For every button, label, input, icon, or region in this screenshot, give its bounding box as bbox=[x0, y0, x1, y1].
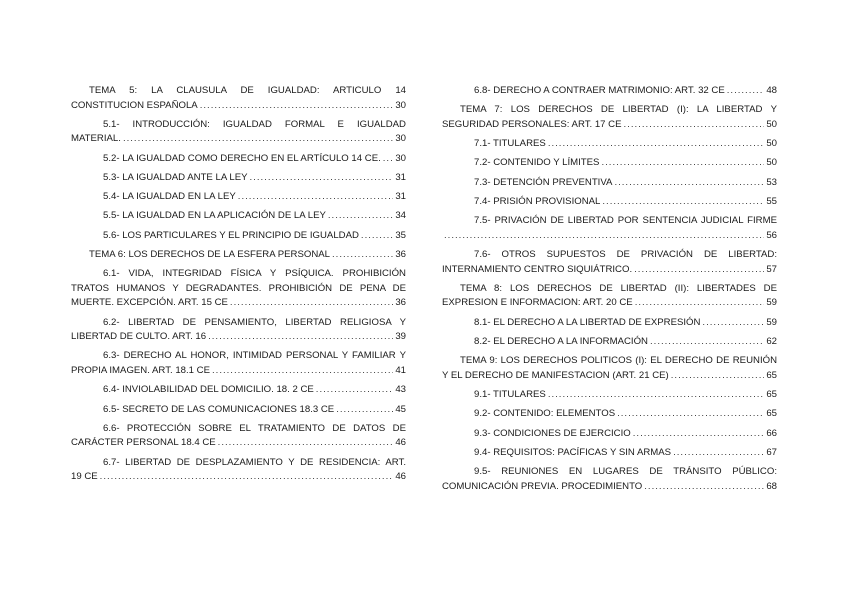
toc-entry-text: CONSTITUCION ESPAÑOLA bbox=[71, 99, 198, 111]
toc-entry-text: 5.1- INTRODUCCIÓN: IGUALDAD FORMAL E IGUALDAD bbox=[103, 118, 406, 130]
dot-leader bbox=[727, 84, 765, 99]
page-number: 45 bbox=[395, 403, 406, 415]
dot-leader bbox=[212, 364, 393, 379]
toc-entry-text: 5.5- LA IGUALDAD EN LA APLICACIÓN DE LA LEY bbox=[103, 210, 326, 222]
toc-entry-text: TEMA 7: LOS DERECHOS DE LIBERTAD (I): LA LIBERTAD Y bbox=[460, 104, 777, 116]
toc-entry[interactable] bbox=[71, 84, 406, 113]
toc-entry-text: CARÁCTER PERSONAL 18.4 CE bbox=[71, 437, 216, 449]
page-number: 41 bbox=[395, 364, 406, 376]
dot-leader bbox=[444, 229, 764, 244]
toc-entry[interactable] bbox=[71, 248, 406, 263]
toc-entry[interactable] bbox=[442, 446, 777, 461]
toc-entry-text: 8.2- EL DERECHO A LA INFORMACIÓN bbox=[474, 335, 648, 347]
page-number: 43 bbox=[395, 384, 406, 396]
dot-leader bbox=[332, 248, 393, 263]
toc-entry-text: 9.2- CONTENIDO: ELEMENTOS bbox=[474, 408, 616, 420]
page-number: 46 bbox=[395, 471, 406, 483]
toc-entry[interactable] bbox=[442, 335, 777, 350]
page-number: 65 bbox=[766, 389, 777, 401]
toc-entry-text: 6.3- DERECHO AL HONOR, INTIMIDAD PERSONAL Y FAMILIAR Y bbox=[103, 350, 406, 362]
page-number: 31 bbox=[395, 171, 406, 183]
toc-entry-text: 5.4- LA IGUALDAD EN LA LEY bbox=[103, 191, 236, 203]
toc-entry-text: 6.8- DERECHO A CONTRAER MATRIMONIO: ART. 32 CE bbox=[474, 85, 725, 96]
toc-entry-text: MATERIAL. bbox=[71, 133, 121, 145]
page-number: 55 bbox=[766, 195, 777, 207]
dot-leader bbox=[200, 99, 394, 114]
page-number: 66 bbox=[766, 427, 777, 439]
toc-entry-text: Y EL DERECHO DE MANIFESTACION (ART. 21 CE) bbox=[442, 369, 669, 381]
toc-entry[interactable] bbox=[71, 349, 406, 378]
toc-left-column bbox=[71, 84, 406, 489]
toc-entry[interactable] bbox=[442, 156, 777, 171]
page-number: 53 bbox=[766, 176, 777, 188]
toc-entry[interactable] bbox=[71, 171, 406, 186]
toc-entry[interactable] bbox=[71, 316, 406, 345]
toc-entry-text: 6.2- LIBERTAD DE PENSAMIENTO, LIBERTAD RELIGIOSA Y bbox=[103, 316, 406, 328]
toc-entry[interactable] bbox=[442, 137, 777, 152]
dot-leader bbox=[635, 296, 765, 311]
toc-entry-text: 5.3- LA IGUALDAD ANTE LA LEY bbox=[103, 171, 248, 183]
page-number: 59 bbox=[766, 316, 777, 328]
dot-leader bbox=[702, 316, 764, 331]
dot-leader bbox=[644, 480, 764, 495]
toc-entry-text: 7.4- PRISIÓN PROVISIONAL bbox=[474, 195, 601, 207]
toc-entry-text: 7.2- CONTENIDO Y LÍMITES bbox=[474, 157, 600, 169]
toc-entry[interactable] bbox=[71, 383, 406, 398]
page-number: 50 bbox=[766, 118, 777, 130]
page-number: 34 bbox=[395, 210, 406, 222]
dot-leader bbox=[100, 470, 394, 485]
dot-leader bbox=[614, 176, 764, 191]
page-number: 30 bbox=[395, 99, 406, 111]
page-number: 36 bbox=[395, 297, 406, 309]
page-number: 65 bbox=[766, 408, 777, 420]
toc-entry[interactable] bbox=[442, 282, 777, 311]
page-number: 68 bbox=[766, 480, 777, 492]
page-number: 48 bbox=[766, 85, 777, 96]
dot-leader bbox=[624, 118, 765, 133]
dot-leader bbox=[250, 171, 394, 186]
toc-entry-text: 7.3- DETENCIÓN PREVENTIVA bbox=[474, 176, 613, 188]
toc-entry-text: INTERNAMIENTO CENTRO SIQUIÁTRICO. bbox=[442, 263, 633, 275]
dot-leader bbox=[634, 263, 764, 278]
toc-entry[interactable] bbox=[442, 388, 777, 403]
dot-leader bbox=[673, 446, 764, 461]
page-number: 31 bbox=[395, 191, 406, 203]
toc-right-column bbox=[442, 84, 777, 499]
toc-entry-text: TEMA 8: LOS DERECHOS DE LIBERTAD (II): LIBERTADES DE bbox=[460, 282, 777, 294]
toc-entry[interactable] bbox=[442, 316, 777, 331]
toc-entry-text: 9.1- TITULARES bbox=[474, 389, 546, 401]
page-number: 65 bbox=[766, 369, 777, 381]
toc-entry-text: 6.7- LIBERTAD DE DESPLAZAMIENTO Y DE RESIDENCIA: ART. bbox=[103, 456, 406, 468]
toc-entry-text: COMUNICACIÓN PREVIA. PROCEDIMIENTO bbox=[442, 480, 643, 492]
page-number: 30 bbox=[395, 152, 406, 164]
dot-leader bbox=[328, 209, 393, 224]
dot-leader bbox=[548, 388, 765, 403]
dot-leader bbox=[238, 190, 394, 205]
toc-entry-text: SEGURIDAD PERSONALES: ART. 17 CE bbox=[442, 118, 622, 130]
page-number: 46 bbox=[395, 437, 406, 449]
toc-entry-text: 19 CE bbox=[71, 471, 98, 483]
toc-entry[interactable] bbox=[71, 152, 406, 167]
toc-entry-text: MUERTE. EXCEPCIÓN. ART. 15 CE bbox=[71, 297, 228, 309]
toc-entry[interactable] bbox=[442, 427, 777, 442]
toc-entry[interactable] bbox=[442, 407, 777, 422]
toc-entry-text: TEMA 9: LOS DERECHOS POLITICOS (I): EL DERECHO DE REUNIÓN bbox=[460, 355, 777, 367]
page-number: 35 bbox=[395, 229, 406, 241]
toc-entry[interactable] bbox=[71, 456, 406, 485]
toc-entry-text: 7.6- OTROS SUPUESTOS DE PRIVACIÓN DE LIBERTAD: bbox=[474, 249, 777, 261]
toc-entry-text: 9.3- CONDICIONES DE EJERCICIO bbox=[474, 427, 631, 439]
dot-leader bbox=[650, 335, 764, 350]
dot-leader bbox=[601, 156, 764, 171]
toc-entry[interactable] bbox=[442, 84, 777, 99]
page-number: 36 bbox=[395, 249, 406, 261]
page-number: 57 bbox=[766, 263, 777, 275]
toc-entry[interactable] bbox=[71, 403, 406, 418]
toc-entry-text: TEMA 6: LOS DERECHOS DE LA ESFERA PERSONAL bbox=[89, 249, 330, 261]
toc-entry-text: 6.5- SECRETO DE LAS COMUNICACIONES 18.3 CE bbox=[103, 403, 335, 415]
page-number: 62 bbox=[766, 335, 777, 347]
page-number: 67 bbox=[766, 446, 777, 458]
toc-entry[interactable] bbox=[442, 465, 777, 494]
dot-leader bbox=[548, 137, 765, 152]
toc-entry[interactable] bbox=[442, 176, 777, 191]
toc-entry[interactable] bbox=[442, 248, 777, 277]
toc-entry[interactable] bbox=[442, 195, 777, 210]
toc-entry-text: 9.4- REQUISITOS: PACÍFICAS Y SIN ARMAS bbox=[474, 446, 672, 458]
page-number: 50 bbox=[766, 138, 777, 150]
page-number: 56 bbox=[766, 229, 777, 241]
toc-entry-text: 6.4- INVIOLABILIDAD DEL DOMICILIO. 18. 2 CE bbox=[103, 384, 314, 396]
page-number: 30 bbox=[395, 133, 406, 145]
dot-leader bbox=[617, 407, 764, 422]
dot-leader bbox=[230, 296, 393, 311]
dot-leader bbox=[208, 330, 393, 345]
toc-entry-text: EXPRESION E INFORMACION: ART. 20 CE bbox=[442, 297, 633, 309]
toc-entry[interactable] bbox=[71, 422, 406, 451]
toc-entry-text: PROPIA IMAGEN. ART. 18.1 CE bbox=[71, 364, 210, 376]
dot-leader bbox=[633, 427, 765, 442]
toc-entry-text: TRATOS HUMANOS Y DEGRADANTES. PROHIBICIÓN DE PENA DE bbox=[71, 282, 406, 294]
dot-leader bbox=[671, 369, 765, 384]
dot-leader bbox=[602, 195, 764, 210]
toc-entry[interactable] bbox=[442, 214, 777, 243]
toc-entry-text: 7.5- PRIVACIÓN DE LIBERTAD POR SENTENCIA JUDICIAL FIRME bbox=[474, 215, 777, 227]
toc-entry[interactable] bbox=[442, 103, 777, 132]
dot-leader bbox=[383, 152, 394, 167]
toc-entry[interactable] bbox=[71, 209, 406, 224]
toc-entry-text: LIBERTAD DE CULTO. ART. 16 bbox=[71, 331, 207, 343]
toc-entry-text: TEMA 5: LA CLAUSULA DE IGUALDAD: ARTICULO 14 bbox=[89, 85, 406, 96]
toc-entry[interactable] bbox=[442, 354, 777, 383]
dot-leader bbox=[123, 132, 393, 147]
page-number: 59 bbox=[766, 297, 777, 309]
toc-entry[interactable] bbox=[71, 229, 406, 244]
dot-leader bbox=[336, 403, 393, 418]
toc-entry-text: 6.1- VIDA, INTEGRIDAD FÍSICA Y PSÍQUICA. PROHIBICIÓN bbox=[103, 268, 406, 280]
toc-entry-text: 6.6- PROTECCIÓN SOBRE EL TRATAMIENTO DE DATOS DE bbox=[103, 422, 406, 434]
toc-entry-text: 5.6- LOS PARTICULARES Y EL PRINCIPIO DE IGUALDAD bbox=[103, 229, 359, 241]
toc-entry-text: 9.5- REUNIONES EN LUGARES DE TRÁNSITO PÚBLICO: bbox=[474, 466, 777, 478]
toc-entry[interactable] bbox=[71, 190, 406, 205]
toc-entry-text: 5.2- LA IGUALDAD COMO DERECHO EN EL ARTÍCULO 14 CE. bbox=[103, 152, 381, 164]
toc-entry-text: 8.1- EL DERECHO A LA LIBERTAD DE EXPRESIÓN bbox=[474, 316, 701, 328]
toc-entry-text: 7.1- TITULARES bbox=[474, 138, 546, 150]
dot-leader bbox=[316, 383, 394, 398]
dot-leader bbox=[361, 229, 393, 244]
toc-entry[interactable] bbox=[71, 267, 406, 311]
toc-entry[interactable] bbox=[71, 118, 406, 147]
dot-leader bbox=[218, 436, 394, 451]
page-number: 39 bbox=[395, 331, 406, 343]
page-number: 50 bbox=[766, 157, 777, 169]
